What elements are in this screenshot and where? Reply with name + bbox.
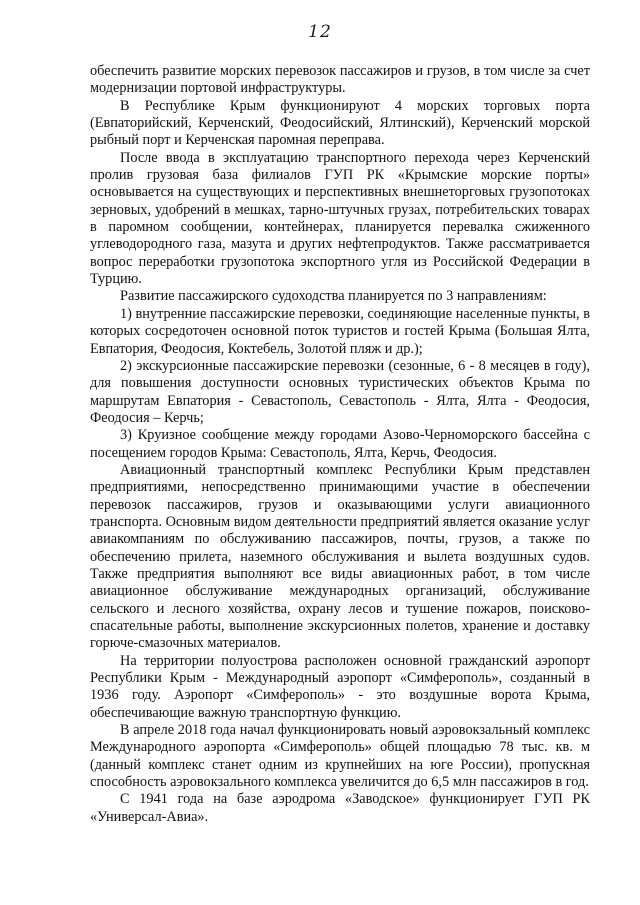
paragraph: 2) экскурсионные пассажирские перевозки (сезонные, 6 - 8 месяцев в году), для повышения доступности основных туристических объектов Крыма по маршрутам Евпатория - Севастополь, Севастополь - Ялта, Ялта - Феодосия, Феодосия – Керчь; xyxy=(90,357,590,426)
paragraph: На территории полуострова расположен основной гражданский аэропорт Республики Крым - Международный аэропорт «Симферополь», созданный в 1936 году. Аэропорт «Симферополь» - это воздушные ворота Крыма, обеспечивающие важную транспортную функцию. xyxy=(90,652,590,721)
paragraph: 1) внутренние пассажирские перевозки, соединяющие населенные пункты, в которых сосредоточен основной поток туристов и гостей Крыма (Большая Ялта, Евпатория, Феодосия, Коктебель, Золотой пляж и др.); xyxy=(90,305,590,357)
paragraph: В Республике Крым функционируют 4 морских торговых порта (Евпаторийский, Керченский, Феодосийский, Ялтинский), Керченский морской рыбный порт и Керченская паромная переправа. xyxy=(90,97,590,149)
paragraph: В апреле 2018 года начал функционировать новый аэровокзальный комплекс Международного аэропорта «Симферополь» общей площадью 78 тыс. кв. м (данный комплекс станет одним из крупнейших на юге России), пропускная способность аэровокзального комплекса увеличится до 6,5 млн пассажиров в год. xyxy=(90,722,590,791)
paragraph: После ввода в эксплуатацию транспортного перехода через Керченский пролив грузовая база филиалов ГУП РК «Крымские морские порты» основывается на существующих и перспективных внешнеторговых грузопотоках зерновых, удобрений в мешках, тарно-штучных грузах, потребительских товарах в паромном сообщении, контейнерах, планируется перевалка сжиженного углеводородного газа, мазута и других нефтепродуктов. Также рассматривается вопрос переработки грузопотока экспортного угля из Российской Федерации в Турцию. xyxy=(90,149,590,288)
paragraph: обеспечить развитие морских перевозок пассажиров и грузов, в том числе за счет модернизации портовой инфраструктуры. xyxy=(90,63,590,97)
page-number: 12 xyxy=(308,22,332,42)
paragraph: Авиационный транспортный комплекс Республики Крым представлен предприятиями, непосредственно принимающими участие в обеспечении перевозок пассажиров, грузов и оказывающими услуги авиационного транспорта. Основным видом деятельности предприятий является оказание услуг авиакомпаниям по обслуживанию пассажиров, почты, грузов, а также по обеспечению прилета, наземного обслуживания и вылета воздушных судов. Также предприятия выполняют все виды авиационных работ, в том числе авиационное обслуживание международных организаций, обслуживание сельского и лесного хозяйства, охрану лесов и тушение пожаров, поисково-спасательные работы, выполнение экскурсионных полетов, хранение и доставку горюче-смазочных материалов. xyxy=(90,461,590,652)
paragraph: 3) Круизное сообщение между городами Азово-Черноморского бассейна с посещением городов Крыма: Севастополь, Ялта, Керчь, Феодосия. xyxy=(90,427,590,461)
document-body xyxy=(90,63,590,826)
paragraph: С 1941 года на базе аэродрома «Заводское» функционирует ГУП РК «Универсал-Авиа». xyxy=(90,791,590,825)
paragraph: Развитие пассажирского судоходства планируется по 3 направлениям: xyxy=(120,288,547,305)
